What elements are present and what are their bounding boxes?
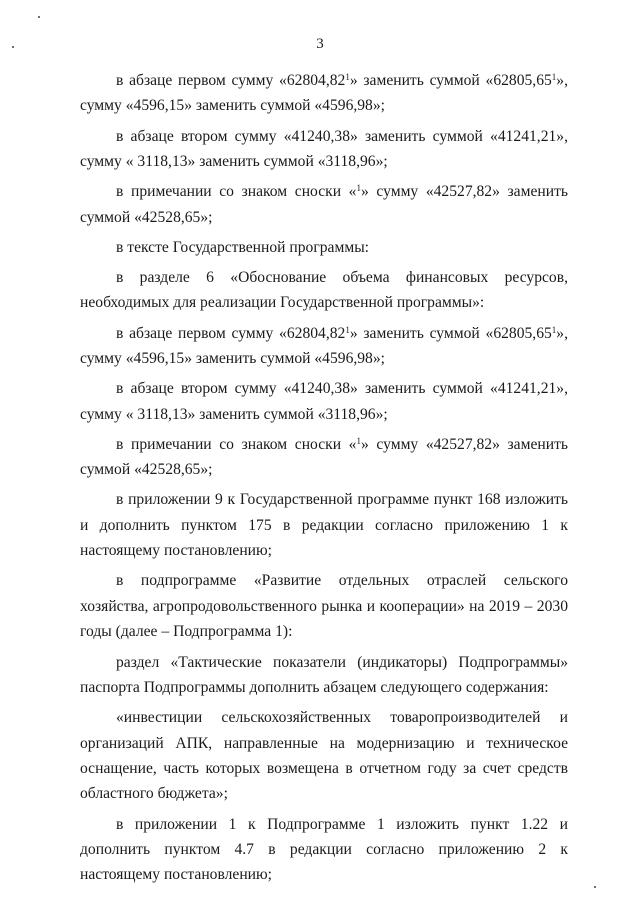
paragraph-1: в абзаце первом сумму «62804,82$^1$» заменить суммой «62805,65$^1$», сумму «4596,15» заменить суммой «4596,98»; bbox=[80, 72, 568, 115]
paragraph-7: в абзаце втором сумму «41240,38» заменить суммой «41241,21», сумму « 3118,13» заменить суммой «3118,96»; bbox=[80, 380, 568, 423]
paragraph-8: в примечании со знаком сноски «$^1$» сумму «42527,82» заменить суммой «42528,65»; bbox=[80, 435, 569, 479]
paragraph-9: в приложении 9 к Государственной программе пункт 168 изложить и дополнить пунктом 175 в редакции согласно приложению 1 к настоящему постановлению; bbox=[80, 491, 568, 560]
paragraph-3: в примечании со знаком сноски «$^1$» сумму «42527,82» заменить суммой «42528,65»; bbox=[80, 183, 569, 226]
paragraph-4: в тексте Государственной программы: bbox=[116, 238, 370, 256]
paragraph-6: в абзаце первом сумму «62804,82$^1$» заменить суммой «62805,65$^1$», сумму «4596,15» заменить суммой «4596,98»; bbox=[80, 324, 568, 368]
paragraph-5: в разделе 6 «Обоснование объема финансовых ресурсов, необходимых для реализации Государственной программы»: bbox=[80, 269, 568, 312]
scan-speck bbox=[594, 886, 596, 888]
paragraph-13: в приложении 1 к Подпрограмме 1 изложить пункт 1.22 и дополнить пунктом 4.7 в редакции согласно приложению 2 к настоящему постановлению; bbox=[80, 815, 568, 884]
paragraph-11: раздел «Тактические показатели (индикаторы) Подпрограммы» паспорта Подпрограммы дополнить абзацем следующего содержания: bbox=[80, 653, 568, 696]
paragraph-10: в подпрограмме «Развитие отдельных отраслей сельского хозяйства, агропродовольственного рынка и кооперации» на 2019 – 2030 годы (далее – Подпрограмма 1): bbox=[80, 572, 568, 641]
document-body bbox=[80, 68, 568, 893]
paragraph-12: «инвестиции сельскохозяйственных товаропроизводителей и организаций АПК, направленные на модернизацию и техническое оснащение, часть которых возмещена в отчетном году за счет средств областного бюджета»; bbox=[80, 709, 568, 803]
paragraph-2: в абзаце втором сумму «41240,38» заменить суммой «41241,21», сумму « 3118,13» заменить суммой «3118,96»; bbox=[80, 127, 568, 171]
scan-speck bbox=[38, 16, 40, 18]
page-number: 3 bbox=[316, 36, 324, 52]
